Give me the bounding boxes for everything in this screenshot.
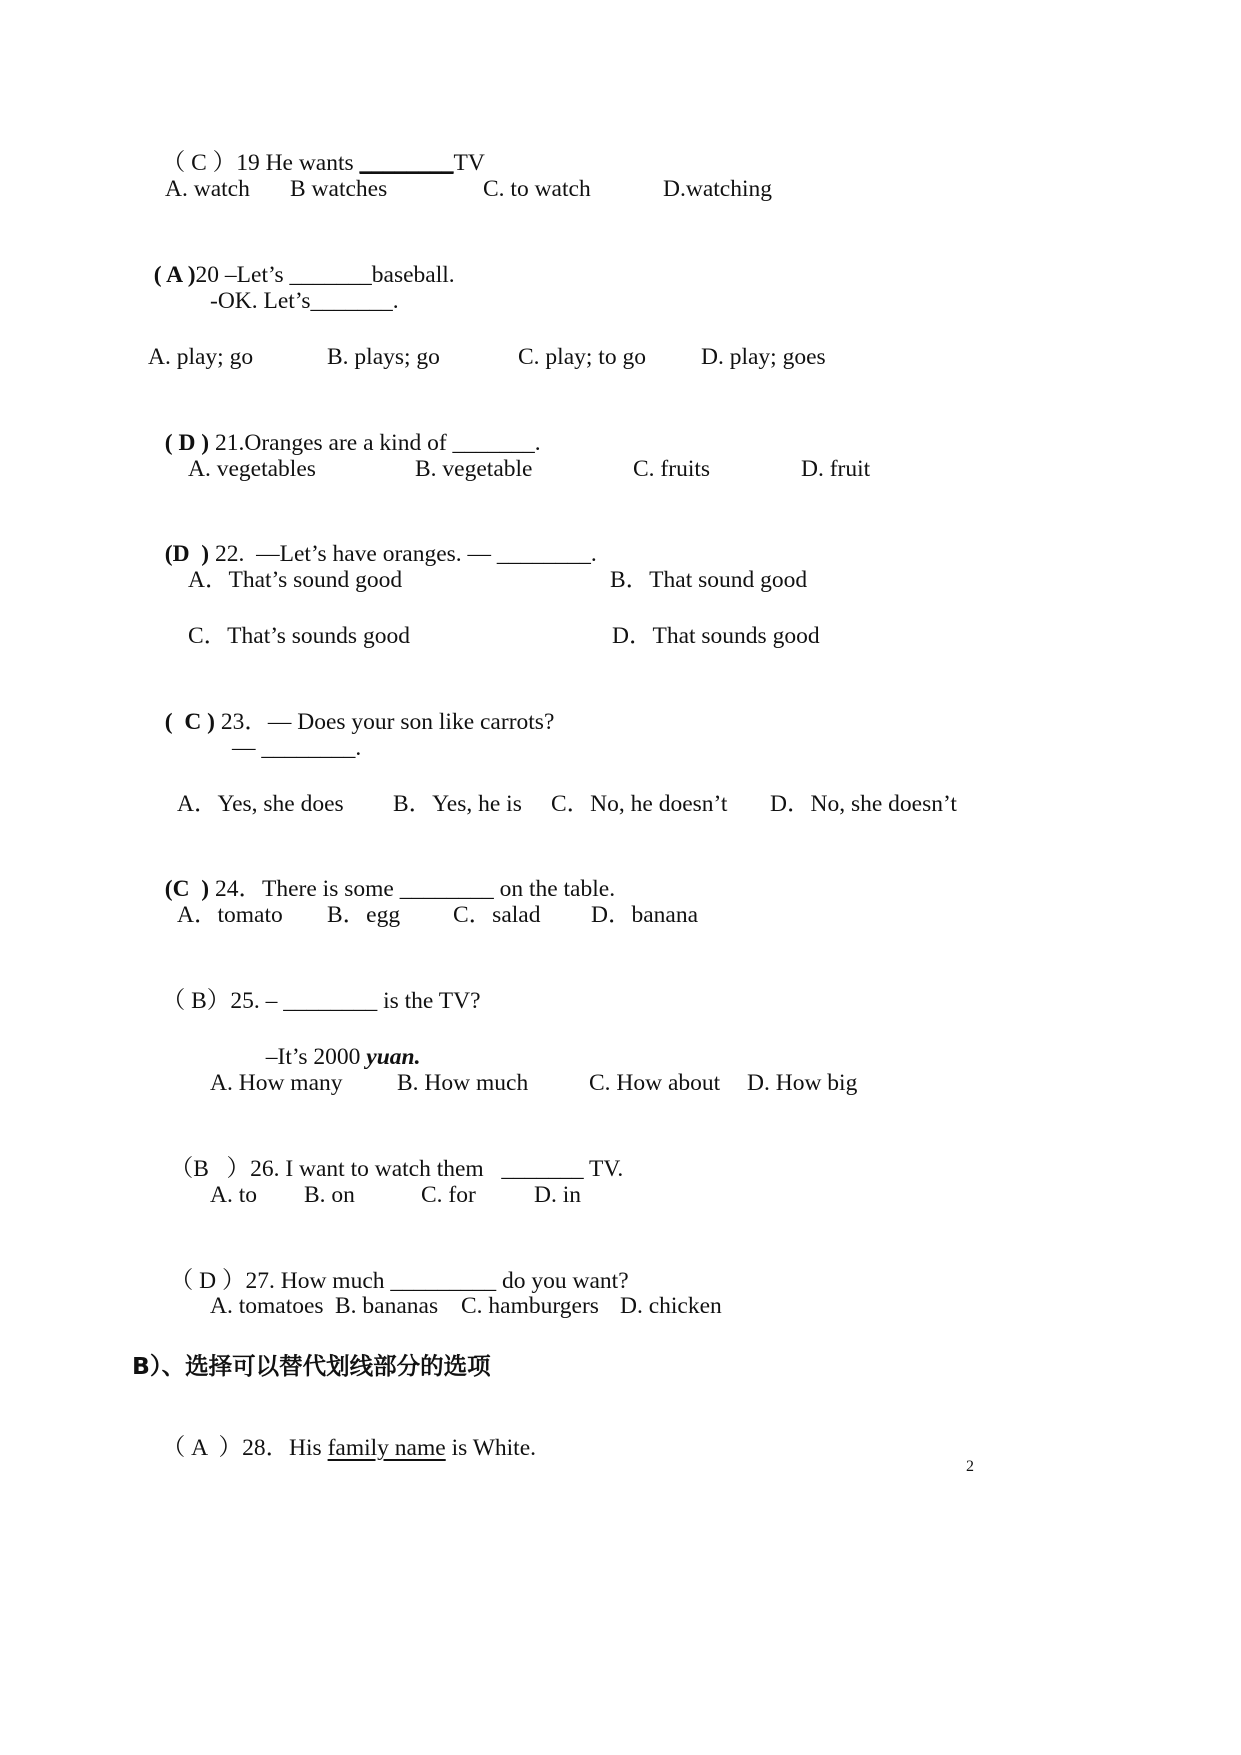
option-c: C. fruits [633,456,711,482]
option-a: A. tomatoes [210,1293,324,1319]
option-b: B. How much [397,1070,529,1096]
option-c: C. play; to go [518,344,646,370]
option-d: D．That sounds good [612,623,820,649]
answer-blank: ________ [359,150,454,176]
question-26 [158,1124,623,1184]
answer-marker: （ B） [161,988,231,1014]
option-b: B watches [290,176,388,202]
option-a: A. play; go [148,344,254,370]
question-24 [153,844,615,904]
answer-marker: ( D ) [164,430,210,456]
question-stem: 23．— Does your son like carrots? [215,709,555,735]
option-d: D．No, she doesn’t [770,791,957,817]
answer-marker: (C ) [164,876,210,902]
question-stem: 27. How much _________ do you want? [245,1268,629,1294]
option-b: B. on [304,1182,355,1208]
question-stem: 21.Oranges are a kind of _______. [209,430,541,456]
question-25 [150,956,481,1016]
option-a: A. How many [210,1070,343,1096]
option-d: D．banana [591,902,699,928]
section-b-heading: B）、选择可以替代划线部分的选项 [132,1352,491,1380]
reply-text: –It’s 2000 [265,1044,367,1070]
option-b: B. bananas [335,1293,439,1319]
option-c: C. to watch [483,176,591,202]
question-20-reply: -OK. Let’s_______. [210,288,399,314]
question-stem: 24．There is some ________ on the table. [209,876,616,902]
option-c: C. How about [589,1070,721,1096]
answer-marker: ( A ) [153,262,196,288]
option-a: A．That’s sound good [188,567,403,593]
question-19 [150,118,485,178]
question-27 [158,1236,629,1296]
answer-marker: （ A ） [161,1435,243,1461]
option-d: D. play; goes [701,344,826,370]
page-number: 2 [966,1458,974,1475]
question-stem: 22. —Let’s have oranges. — ________. [209,541,597,567]
option-c: C．No, he doesn’t [551,791,728,817]
question-stem: 28．His [242,1435,328,1461]
answer-marker: （ C ） [161,150,237,176]
option-b: B．egg [327,902,401,928]
option-b: B. vegetable [415,456,533,482]
question-stem: 20 –Let’s _______baseball. [195,262,455,288]
question-stem-end: is White. [445,1435,536,1461]
option-b: B．That sound good [610,567,808,593]
option-a: A. to [210,1182,257,1208]
answer-marker: ( C ) [164,709,215,735]
question-23-reply: — ________. [232,735,362,761]
question-28 [150,1403,536,1463]
option-d: D. How big [747,1070,858,1096]
option-a: A. vegetables [188,456,316,482]
answer-marker: （B ） [169,1156,251,1182]
option-a: A．Yes, she does [177,791,344,817]
question-22 [153,509,597,569]
answer-marker: (D ) [164,541,210,567]
underlined-phrase: family name [327,1435,446,1461]
option-d: D.watching [663,176,772,202]
question-20 [142,230,455,290]
option-d: D. in [534,1182,581,1208]
question-stem: 25. – ________ is the TV? [230,988,481,1014]
reply-currency: yuan. [366,1044,421,1070]
answer-marker: （ D ） [169,1268,246,1294]
question-25-reply [254,1012,420,1072]
question-stem-end: TV [453,150,485,176]
option-c: C. hamburgers [461,1293,599,1319]
question-23 [153,677,554,737]
question-21 [153,398,541,458]
option-b: B．Yes, he is [393,791,522,817]
option-b: B. plays; go [327,344,440,370]
question-stem: 26. I want to watch them _______ TV. [250,1156,624,1182]
option-d: D. fruit [801,456,871,482]
option-c: C．That’s sounds good [188,623,410,649]
option-c: C. for [421,1182,476,1208]
option-a: A. watch [165,176,250,202]
option-c: C．salad [453,902,541,928]
option-d: D. chicken [620,1293,722,1319]
question-stem: 19 He wants [236,150,360,176]
option-a: A．tomato [177,902,283,928]
